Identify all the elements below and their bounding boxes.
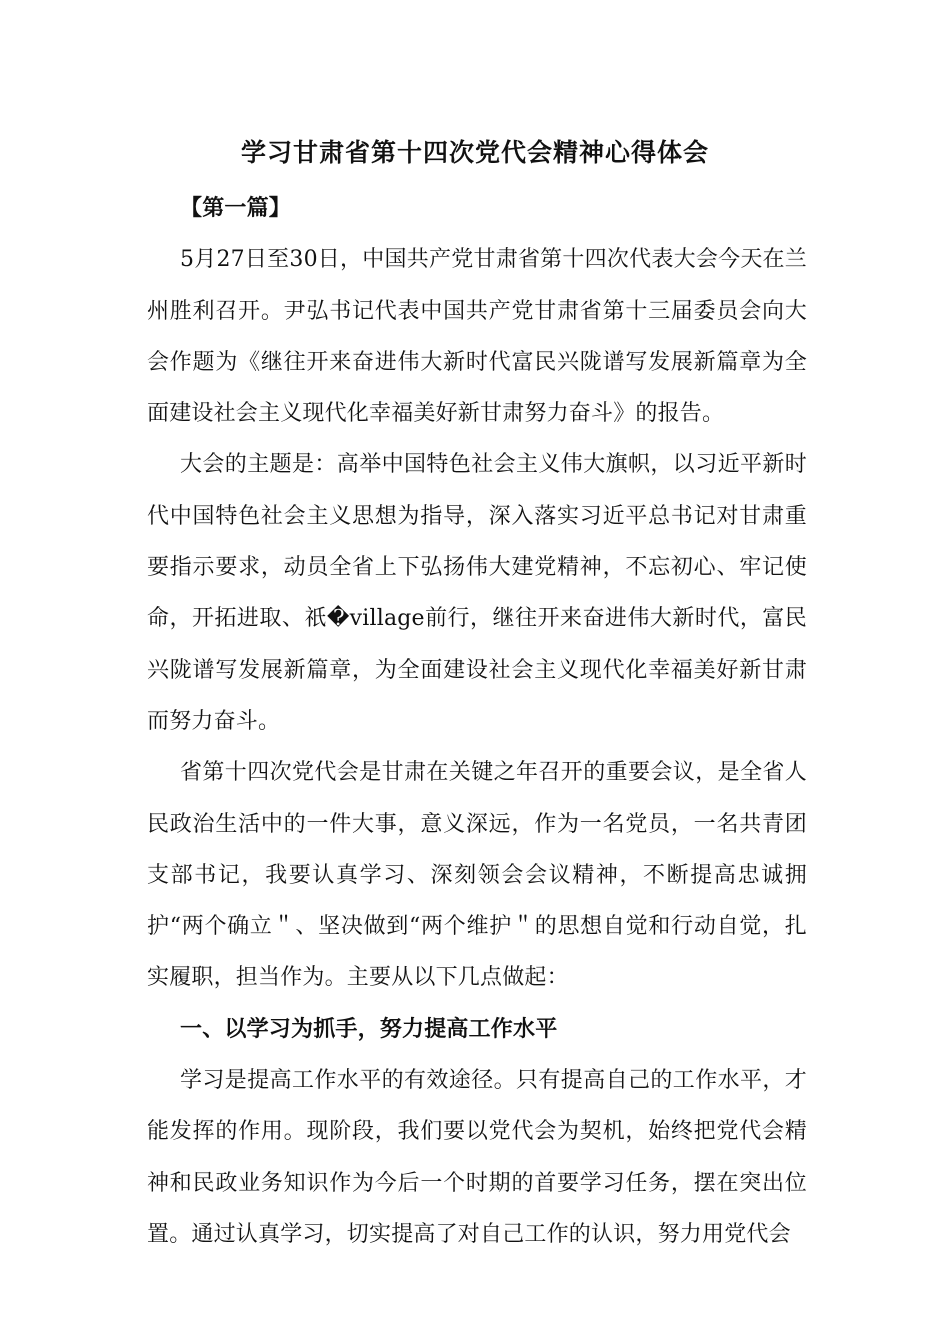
subheading-1: 一、以学习为抓手，努力提高工作水平 [180,1016,558,1042]
section-label: 【第一篇】 [180,196,292,221]
document-body [147,183,807,1260]
paragraph-4: 学习是提高工作水平的有效途径。只有提高自己的工作水平，才能发挥的作用。现阶段，我们要以党代会为契机，始终把党代会精神和民政业务知识作为今后一个时期的首要学习任务，摆在突出位置。通过认真学习，切实提高了对自己工作的认识，努力用党代会 [147,1068,807,1247]
paragraph-3: 省第十四次党代会是甘肃在关键之年召开的重要会议，是全省人民政治生活中的一件大事，意义深远，作为一名党员，一名共青团支部书记，我要认真学习、深刻领会会议精神，不断提高忠诚拥护“两个确立＂、坚决做到“两个维护＂的思想自觉和行动自觉，扎实履职，担当作为。主要从以下几点做起： [147,760,807,991]
paragraph-1: 5月27日至30日，中国共产党甘肃省第十四次代表大会今天在兰州胜利召开。尹弘书记代表中国共产党甘肃省第十三届委员会向大会作题为《继往开来奋进伟大新时代富民兴陇谱写发展新篇章为全面建设社会主义现代化幸福美好新甘肃努力奋斗》的报告。 [147,247,807,427]
document-title: 学习甘肃省第十四次党代会精神心得体会 [240,138,709,167]
paragraph-2: 大会的主题是：高举中国特色社会主义伟大旗帜，以习近平新时代中国特色社会主义思想为指导，深入落实习近平总书记对甘肃重要指示要求，动员全省上下弘扬伟大建党精神，不忘初心、牢记使命，开拓进取、祇�village前行，继往开来奋进伟大新时代，富民兴陇谱写发展新篇章，为全面建设社会主义现代化幸福美好新甘肃而努力奋斗。 [147,452,807,734]
